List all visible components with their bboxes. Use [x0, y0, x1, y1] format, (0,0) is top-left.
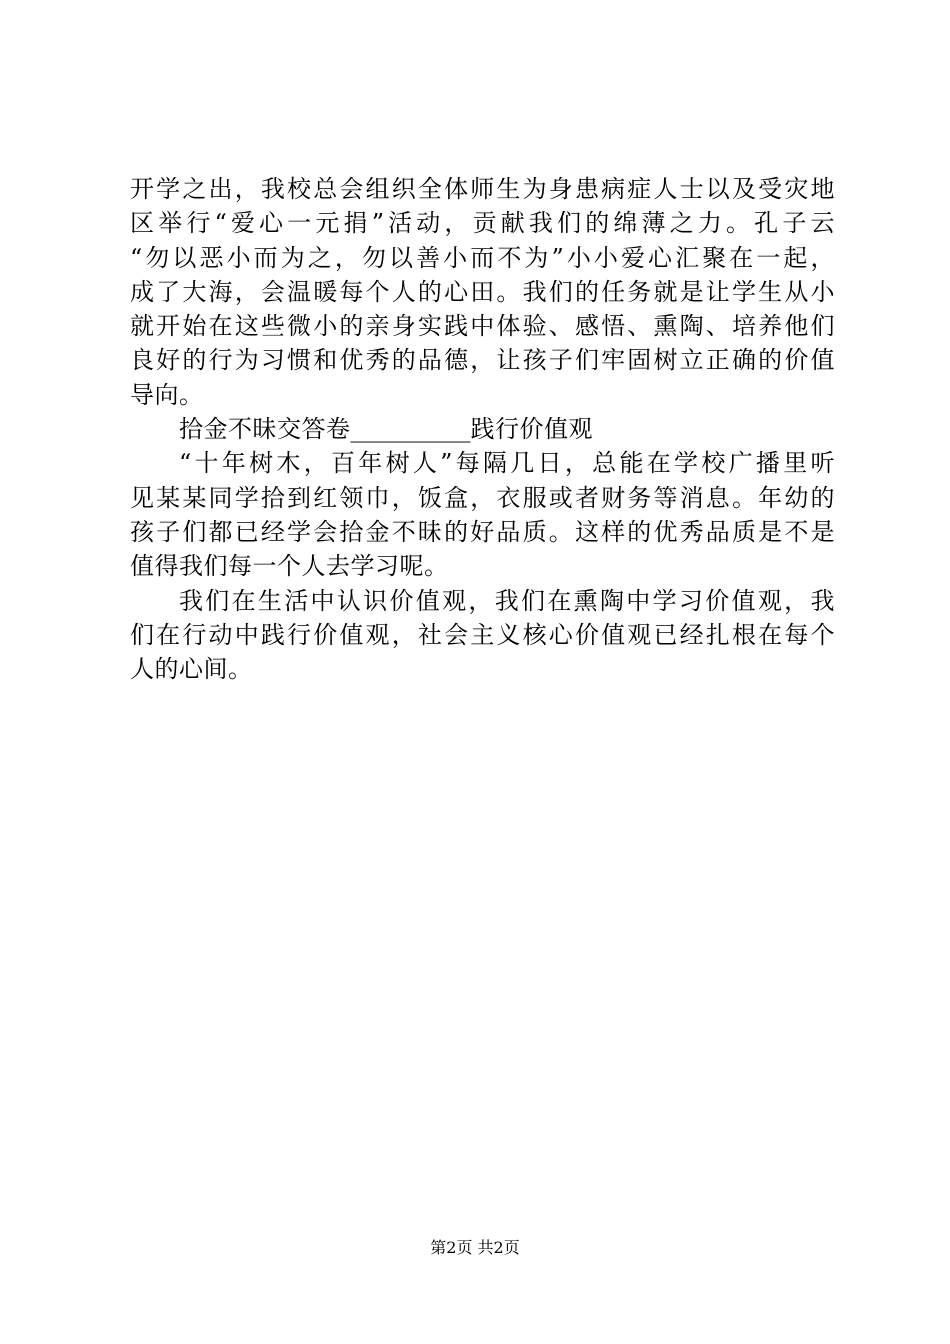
paragraph-honesty — [130, 446, 835, 583]
text-line: 们在行动中践行价值观，社会主义核心价值观已经扎根在每个 — [130, 620, 835, 649]
section-heading — [130, 412, 835, 446]
text-line: 良好的行为习惯和优秀的品德，让孩子们牢固树立正确的价值 — [130, 346, 835, 375]
text-line: 我们在生活中认识价值观，我们在熏陶中学习价值观，我 — [179, 586, 835, 615]
text-line: 孩子们都已经学会拾金不昧的好品质。这样的优秀品质是不是 — [130, 517, 835, 546]
text-line: 值得我们每一个人去学习呢。 — [130, 552, 449, 581]
page-number: 第2页 共2页 — [430, 1238, 520, 1257]
document-body — [130, 172, 835, 686]
text-line: 就开始在这些微小的亲身实践中体验、感悟、熏陶、培养他们 — [130, 312, 835, 341]
text-line: 区举行“爱心一元捐”活动，贡献我们的绵薄之力。孔子云 — [130, 209, 835, 238]
heading-after: 践行价值观 — [470, 415, 593, 444]
text-line: 成了大海，会温暖每个人的心田。我们的任务就是让学生从小 — [130, 277, 835, 306]
paragraph-values — [130, 584, 835, 687]
paragraph-charity — [130, 172, 835, 412]
text-line: 人的心间。 — [130, 655, 253, 684]
text-line: 导向。 — [130, 380, 204, 409]
heading-before: 拾金不昧交答卷 — [179, 415, 351, 444]
text-line: 见某某同学拾到红领巾，饭盒，衣服或者财务等消息。年幼的 — [130, 483, 835, 512]
heading-blank: __________ — [350, 415, 471, 444]
text-line: “十年树木，百年树人”每隔几日，总能在学校广播里听 — [179, 449, 835, 478]
text-line: “勿以恶小而为之，勿以善小而不为”小小爱心汇聚在一起， — [130, 243, 835, 272]
page-footer — [0, 1238, 950, 1258]
text-line: 开学之出，我校总会组织全体师生为身患病症人士以及受灾地 — [130, 175, 835, 203]
